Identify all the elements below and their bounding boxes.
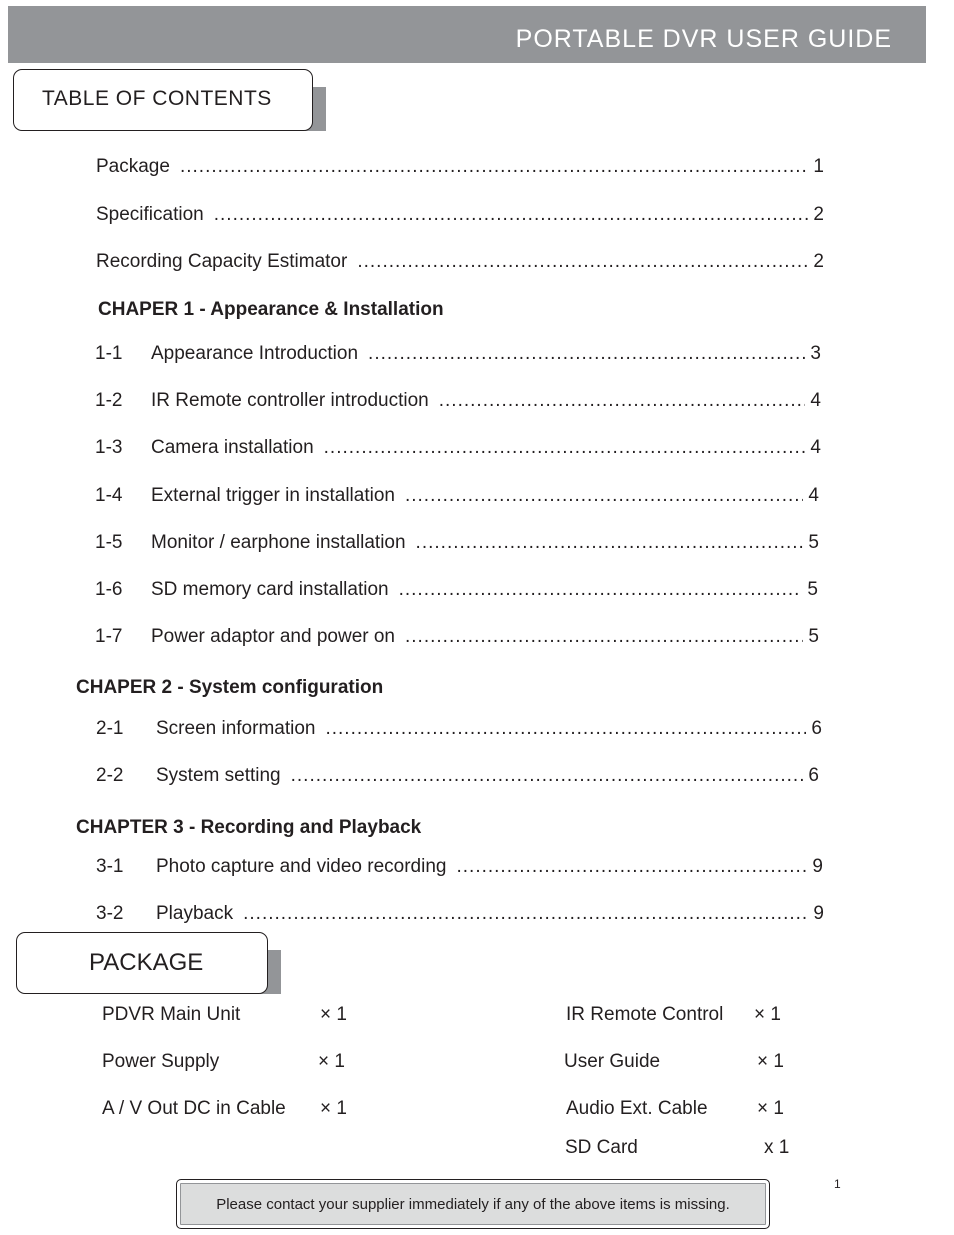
package-item-qty: × 1 (318, 1051, 345, 1072)
toc-entry-page: 9 (812, 856, 823, 877)
toc-entry-text: SD memory card installation (151, 579, 389, 600)
toc-entry-text: Screen information (156, 718, 316, 739)
page-number: 1 (834, 1177, 841, 1191)
package-item-name: SD Card (565, 1137, 638, 1158)
toc-entry[interactable] (96, 856, 823, 878)
toc-entry-text: System setting (156, 765, 281, 786)
toc-heading-box (13, 69, 313, 131)
package-item-name: PDVR Main Unit (102, 1004, 241, 1025)
toc-leader-dots (180, 156, 808, 178)
toc-entry[interactable] (95, 390, 821, 412)
toc-entry-page: 6 (808, 765, 819, 786)
package-item-qty: × 1 (320, 1098, 347, 1119)
missing-items-notice (176, 1179, 770, 1229)
chapter-title: CHAPER 2 - System configuration (76, 677, 384, 698)
toc-entry-text: Monitor / earphone installation (151, 532, 406, 553)
toc-entry[interactable] (95, 437, 821, 459)
toc-leader-dots (357, 251, 808, 273)
toc-entry-number: 1-1 (95, 343, 123, 364)
toc-entry-number: 1-6 (95, 579, 123, 600)
toc-leader-dots (405, 485, 803, 507)
chapter-title: CHAPER 1 - Appearance & Installation (98, 299, 444, 320)
toc-entry[interactable] (96, 903, 824, 925)
package-heading: PACKAGE (89, 949, 204, 976)
package-item-name: Audio Ext. Cable (566, 1098, 708, 1119)
toc-entry-page: 4 (810, 390, 821, 411)
toc-entry[interactable] (95, 343, 821, 365)
toc-entry-number: 1-2 (95, 390, 123, 411)
notice-text: Please contact your supplier immediately if any of the above items is missing. (216, 1195, 730, 1213)
toc-entry[interactable] (96, 156, 824, 178)
toc-entry[interactable] (95, 532, 819, 554)
toc-leader-dots (324, 437, 806, 459)
toc-leader-dots (325, 718, 806, 740)
package-heading-box (16, 932, 268, 994)
toc-entry-text: Package (96, 156, 170, 177)
toc-entry-page: 5 (807, 579, 818, 600)
toc-leader-dots (439, 390, 806, 412)
toc-entry-text: IR Remote controller introduction (151, 390, 429, 411)
package-item-qty: × 1 (320, 1004, 347, 1025)
package-item-name: IR Remote Control (566, 1004, 724, 1025)
package-item-qty: x 1 (764, 1137, 790, 1158)
toc-leader-dots (456, 856, 807, 878)
toc-entry-text: Camera installation (151, 437, 314, 458)
toc-entry-text: Playback (156, 903, 234, 924)
package-item-qty: × 1 (757, 1098, 784, 1119)
toc-leader-dots (399, 579, 803, 601)
toc-entry-number: 3-2 (96, 903, 124, 924)
toc-leader-dots (214, 204, 809, 226)
toc-entry-page: 3 (810, 343, 821, 364)
toc-entry-text: Appearance Introduction (151, 343, 359, 364)
package-item-name: A / V Out DC in Cable (102, 1098, 286, 1119)
toc-entry-page: 9 (813, 903, 824, 924)
toc-entry[interactable] (95, 626, 819, 648)
toc-entry-page: 4 (808, 485, 819, 506)
document-title: PORTABLE DVR USER GUIDE (515, 25, 892, 53)
package-item-qty: × 1 (754, 1004, 781, 1025)
toc-heading: TABLE OF CONTENTS (42, 87, 272, 110)
toc-entry[interactable] (96, 765, 819, 787)
toc-entry[interactable] (95, 579, 818, 601)
toc-leader-dots (291, 765, 804, 787)
package-item-qty: × 1 (757, 1051, 784, 1072)
package-item-name: User Guide (564, 1051, 661, 1072)
chapter-title: CHAPTER 3 - Recording and Playback (76, 817, 422, 838)
toc-entry-page: 1 (813, 156, 824, 177)
toc-leader-dots (368, 343, 805, 365)
toc-entry[interactable] (96, 204, 824, 226)
toc-entry-number: 3-1 (96, 856, 124, 877)
toc-leader-dots (243, 903, 808, 925)
toc-entry-number: 1-5 (95, 532, 123, 553)
toc-entry-page: 6 (811, 718, 822, 739)
toc-entry[interactable] (96, 251, 824, 273)
toc-entry-number: 2-1 (96, 718, 124, 739)
toc-entry-page: 4 (810, 437, 821, 458)
package-item-name: Power Supply (102, 1051, 220, 1072)
toc-entry-number: 1-7 (95, 626, 123, 647)
toc-entry[interactable] (95, 485, 819, 507)
toc-leader-dots (416, 532, 804, 554)
toc-entry-page: 2 (813, 251, 824, 272)
toc-entry-text: Recording Capacity Estimator (96, 251, 348, 272)
toc-entry-page: 5 (808, 532, 819, 553)
toc-entry-text: Photo capture and video recording (156, 856, 447, 877)
toc-entry-page: 5 (808, 626, 819, 647)
toc-entry[interactable] (96, 718, 822, 740)
toc-entry-number: 1-3 (95, 437, 123, 458)
toc-entry-text: Power adaptor and power on (151, 626, 395, 647)
toc-entry-number: 1-4 (95, 485, 123, 506)
header-bar (8, 6, 926, 63)
toc-leader-dots (405, 626, 803, 648)
toc-entry-page: 2 (813, 204, 824, 225)
toc-entry-number: 2-2 (96, 765, 124, 786)
toc-entry-text: External trigger in installation (151, 485, 395, 506)
toc-entry-text: Specification (96, 204, 204, 225)
